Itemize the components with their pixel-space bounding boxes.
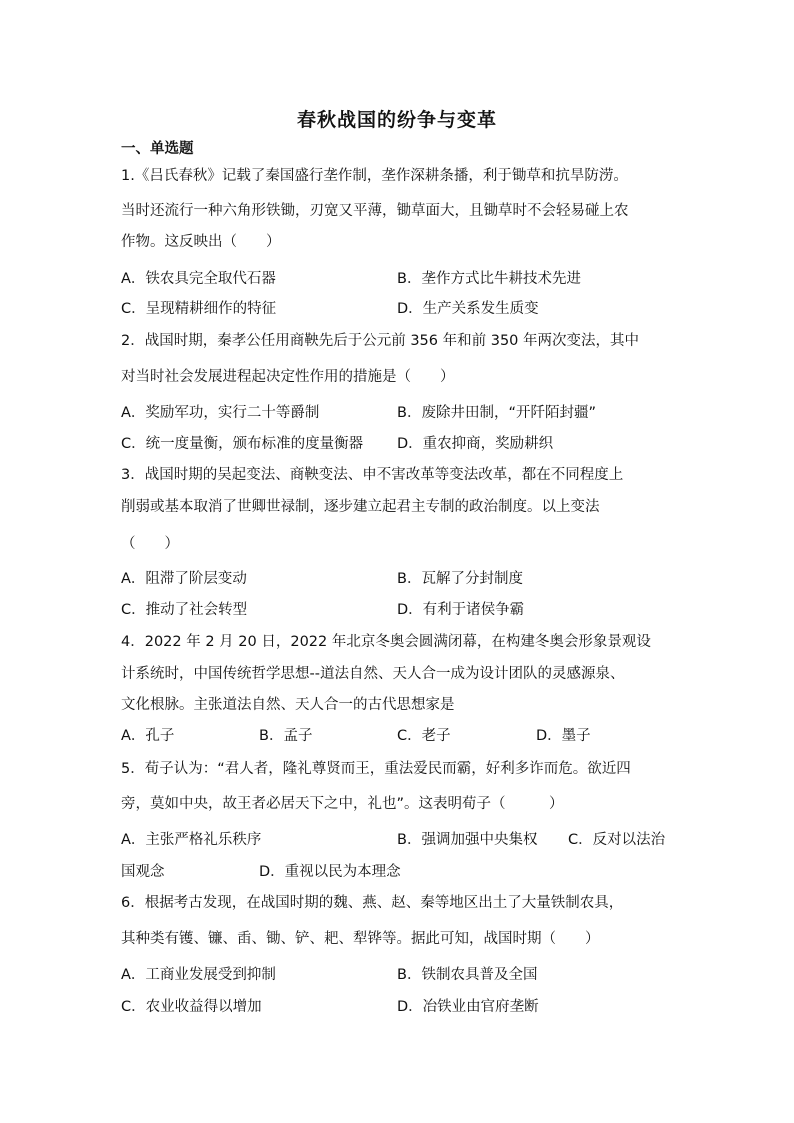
question-3-option-a: A．阻滞了阶层变动 (121, 571, 247, 587)
question-3-line-2: 削弱或基本取消了世卿世禄制，逐步建立起君主专制的政治制度。以上变法 (121, 499, 600, 515)
question-2-line-2: 对当时社会发展进程起决定性作用的措施是（ ） (121, 369, 455, 385)
question-4-option-b: B．孟子 (259, 728, 313, 744)
question-4-line-3: 文化根脉。主张道法自然、天人合一的古代思想家是 (121, 697, 455, 713)
question-5-option-c-wrap: 国观念 (121, 864, 165, 880)
question-3-line-1: 3．战国时期的吴起变法、商鞅变法、申不害改革等变法改革，都在不同程度上 (121, 467, 624, 483)
question-4-option-a: A．孔子 (121, 728, 175, 744)
question-4-line-2: 计系统时，中国传统哲学思想--道法自然、天人合一成为设计团队的灵感源泉、 (121, 666, 625, 682)
question-3-option-d: D．有利于诸侯争霸 (397, 602, 525, 618)
question-6-option-a: A．工商业发展受到抑制 (121, 967, 276, 983)
section-heading: 一、单选题 (121, 141, 194, 157)
question-2-option-b: B．废除井田制，“开阡陌封疆” (397, 405, 596, 421)
question-5-option-c: C．反对以法治 (568, 832, 666, 848)
question-6-line-1: 6．根据考古发现，在战国时期的魏、燕、赵、秦等地区出土了大量铁制农具， (121, 895, 624, 911)
question-4-option-c: C．老子 (397, 728, 451, 744)
question-4-option-d: D．墨子 (536, 728, 591, 744)
question-1-option-b: B．垄作方式比牛耕技术先进 (397, 271, 581, 287)
question-2-line-1: 2．战国时期，秦孝公任用商鞅先后于公元前 356 年和前 350 年两次变法，其中 (121, 333, 640, 349)
question-3-option-b: B．瓦解了分封制度 (397, 571, 523, 587)
question-5-line-1: 5．荀子认为：“君人者，隆礼尊贤而王，重法爱民而霸，好利多诈而危。欲近四 (121, 761, 631, 777)
question-6-option-b: B．铁制农具普及全国 (397, 967, 538, 983)
question-1-line-2: 当时还流行一种六角形铁锄，刃宽又平薄，锄草面大，且锄草时不会轻易碰上农 (121, 203, 629, 219)
question-1-option-d: D．生产关系发生质变 (397, 301, 539, 317)
question-1-option-a: A．铁农具完全取代石器 (121, 271, 276, 287)
question-5-option-a: A．主张严格礼乐秩序 (121, 832, 262, 848)
question-3-line-3: （ ） (121, 536, 179, 552)
question-2-option-c: C．统一度量衡，颁布标准的度量衡器 (121, 436, 364, 452)
question-5-line-2: 旁，莫如中央，故王者必居天下之中，礼也”。这表明荀子（ ） (121, 796, 564, 812)
question-2-option-d: D．重农抑商，奖励耕织 (397, 436, 554, 452)
question-6-option-c: C．农业收益得以增加 (121, 999, 262, 1015)
question-4-line-1: 4．2022 年 2 月 20 日，2022 年北京冬奥会圆满闭幕，在构建冬奥会形象景观设 (121, 634, 651, 650)
question-1-line-1: 1.《吕氏春秋》记载了秦国盛行垄作制，垄作深耕条播，利于锄草和抗旱防涝。 (121, 168, 628, 184)
question-3-option-c: C．推动了社会转型 (121, 602, 248, 618)
question-6-line-2: 其种类有镬、镰、臿、锄、铲、耙、犁铧等。据此可知，战国时期（ ） (121, 931, 600, 947)
question-5-option-d: D．重视以民为本理念 (259, 864, 401, 880)
question-1-line-3: 作物。这反映出（ ） (121, 234, 281, 250)
page-title: 春秋战国的纷争与变革 (296, 109, 497, 131)
question-5-option-b: B．强调加强中央集权 (397, 832, 538, 848)
question-1-option-c: C．呈现精耕细作的特征 (121, 301, 277, 317)
question-6-option-d: D．冶铁业由官府垄断 (397, 999, 539, 1015)
question-2-option-a: A．奖励军功，实行二十等爵制 (121, 405, 320, 421)
